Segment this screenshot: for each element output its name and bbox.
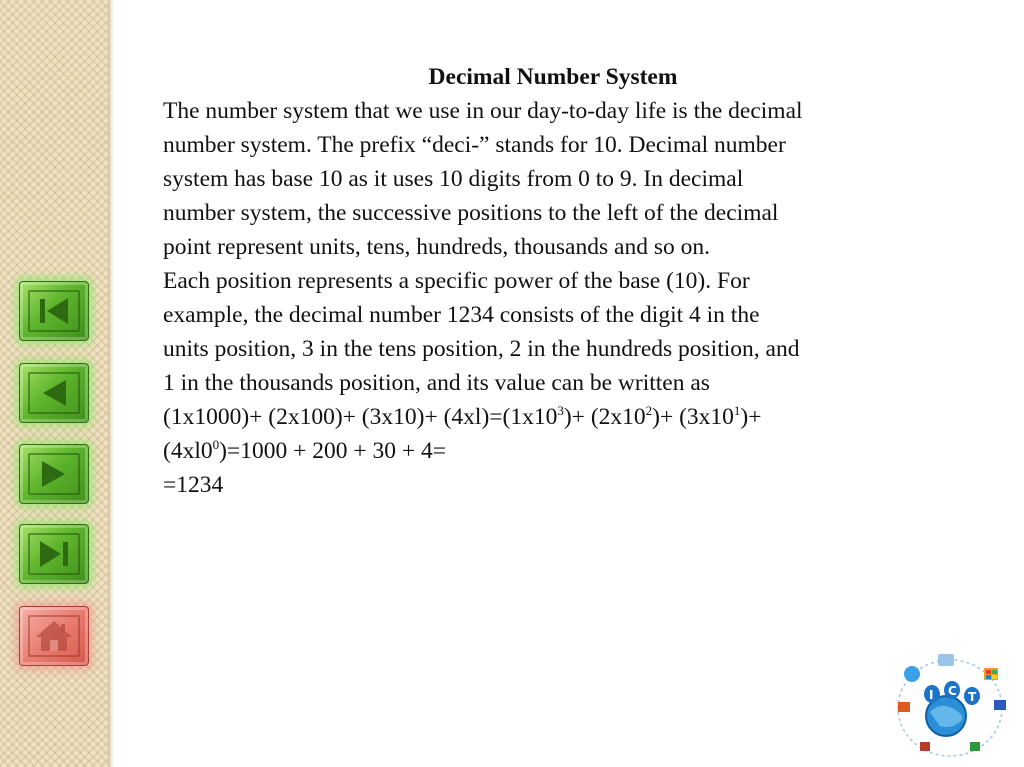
exponent: 0 [212,437,220,453]
exponent: 3 [557,403,564,419]
slide-body [163,60,953,502]
previous-arrow-icon [34,377,74,409]
exponent: 1 [733,403,741,419]
previous-slide-button[interactable] [19,363,89,423]
body-line: number system, the successive positions to the left of the decimal [163,200,779,226]
ict-logo [890,650,1010,762]
home-icon [33,618,75,654]
ict-logo-graphic [890,650,1010,762]
home-button[interactable] [19,606,89,666]
body-line: units position, 3 in the tens position, 2 in the hundreds position, and [163,336,800,362]
next-arrow-icon [34,458,74,490]
formula-text: )+ (3x10 [652,404,734,430]
formula-text: (4xl0 [163,438,213,464]
skip-last-icon [34,538,74,570]
next-slide-button[interactable] [19,444,89,504]
formula-text: (1x1000)+ (2x100)+ (3x10)+ (4xl)=(1x10 [163,404,558,430]
body-line: example, the decimal number 1234 consists of the digit 4 in the [163,302,760,328]
formula-text: )+ [740,404,762,430]
logo-letter: I [929,688,934,702]
formula-line-1 [163,400,953,434]
result-line: =1234 [163,472,224,498]
logo-letter: T [968,690,977,704]
exponent: 2 [645,403,653,419]
sidebar-divider [108,0,114,767]
body-line: point represent units, tens, hundreds, thousands and so on. [163,234,710,260]
body-line: 1 in the thousands position, and its value can be written as [163,370,710,396]
logo-letter: C [948,684,957,698]
formula-text: )+ (2x10 [563,404,646,430]
formula-line-2 [163,434,953,468]
first-slide-button[interactable] [19,281,89,341]
body-line: system has base 10 as it uses 10 digits from 0 to 9. In decimal [163,166,744,192]
body-line: The number system that we use in our day-to-day life is the decimal [163,98,803,124]
formula-text: )=1000 + 200 + 30 + 4= [219,438,446,464]
skip-first-icon [34,295,74,327]
slide-title: Decimal Number System [428,64,678,90]
body-line: number system. The prefix “deci-” stands for 10. Decimal number [163,132,786,158]
last-slide-button[interactable] [19,524,89,584]
body-line: Each position represents a specific power of the base (10). For [163,268,750,294]
